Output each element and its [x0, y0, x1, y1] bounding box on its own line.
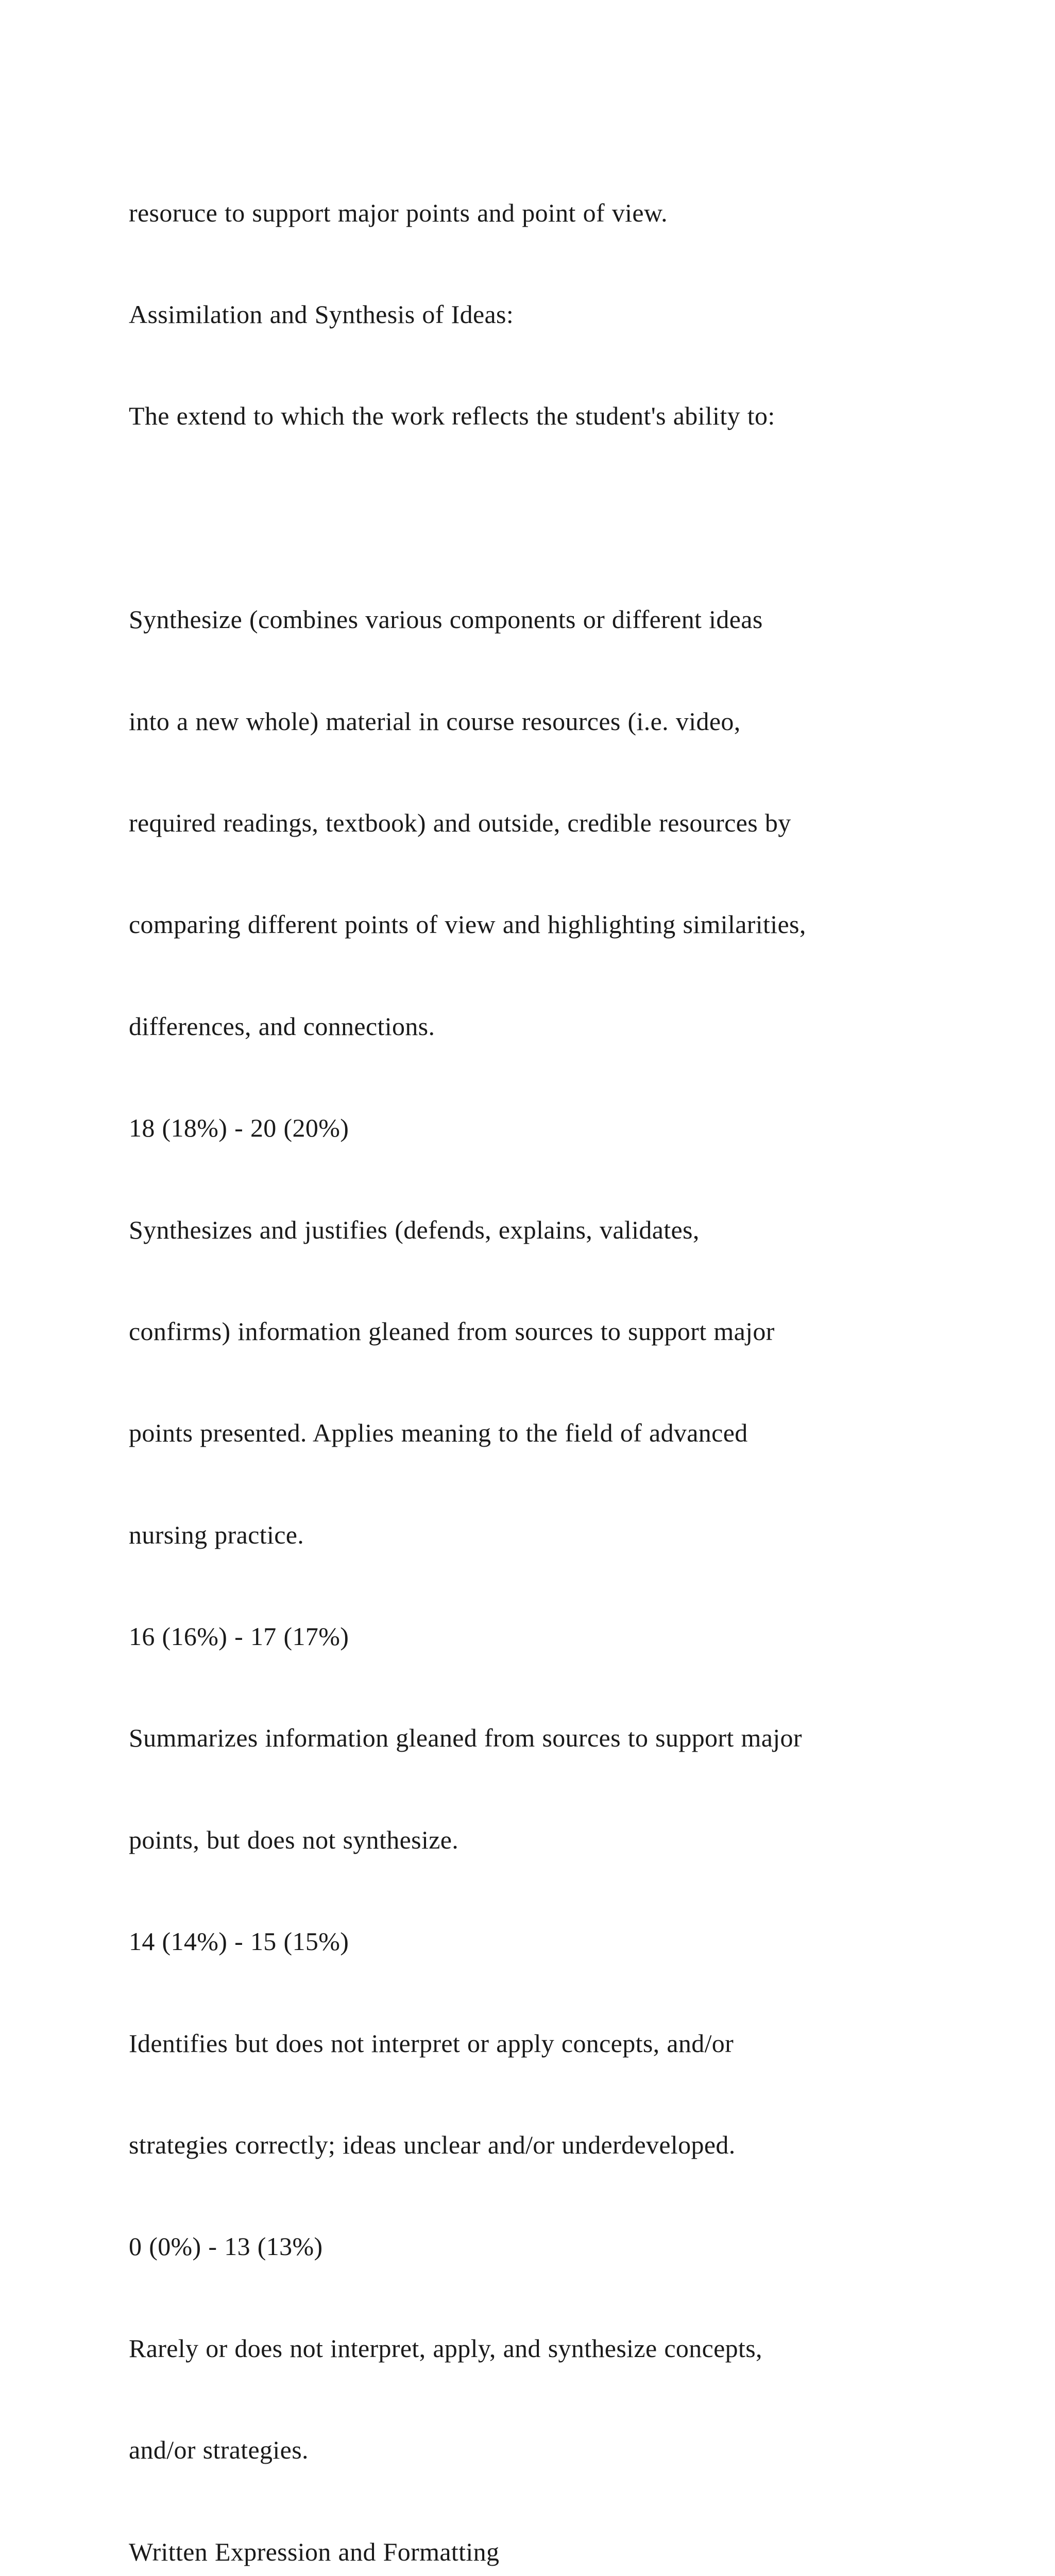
text-line: 18 (18%) - 20 (20%) [129, 1113, 349, 1143]
blank-line [129, 501, 1046, 535]
text-line: Synthesizes and justifies (defends, explains, validates, [129, 1215, 700, 1244]
text-line: 16 (16%) - 17 (17%) [129, 1622, 349, 1651]
text-line: strategies correctly; ideas unclear and/or underdeveloped. [129, 2130, 736, 2160]
text-line: Synthesize (combines various components or different ideas [129, 605, 763, 634]
text-line: into a new whole) material in course resources (i.e. video, [129, 706, 741, 736]
text-line: Written Expression and Formatting [129, 2537, 500, 2566]
text-line: points, but does not synthesize. [129, 1825, 459, 1854]
text-line: 0 (0%) - 13 (13%) [129, 2232, 323, 2261]
rubric-text-block [129, 128, 1046, 2576]
text-line: differences, and connections. [129, 1011, 435, 1041]
text-line: points presented. Applies meaning to the field of advanced [129, 1418, 748, 1448]
text-line: Rarely or does not interpret, apply, and synthesize concepts, [129, 2333, 762, 2363]
text-line: Assimilation and Synthesis of Ideas: [129, 299, 514, 329]
text-line: confirms) information gleaned from sources to support major [129, 1316, 775, 1346]
text-line: comparing different points of view and highlighting similarities, [129, 910, 806, 939]
text-line: nursing practice. [129, 1520, 304, 1549]
text-line: Summarizes information gleaned from sources to support major [129, 1723, 802, 1753]
text-line: The extend to which the work reflects the student's ability to: [129, 401, 775, 431]
text-line: 14 (14%) - 15 (15%) [129, 1927, 349, 1956]
text-line: and/or strategies. [129, 2435, 309, 2465]
text-line: required readings, textbook) and outside, credible resources by [129, 808, 791, 837]
text-line: resoruce to support major points and point of view. [129, 198, 668, 227]
text-line: Identifies but does not interpret or apply concepts, and/or [129, 2028, 734, 2058]
